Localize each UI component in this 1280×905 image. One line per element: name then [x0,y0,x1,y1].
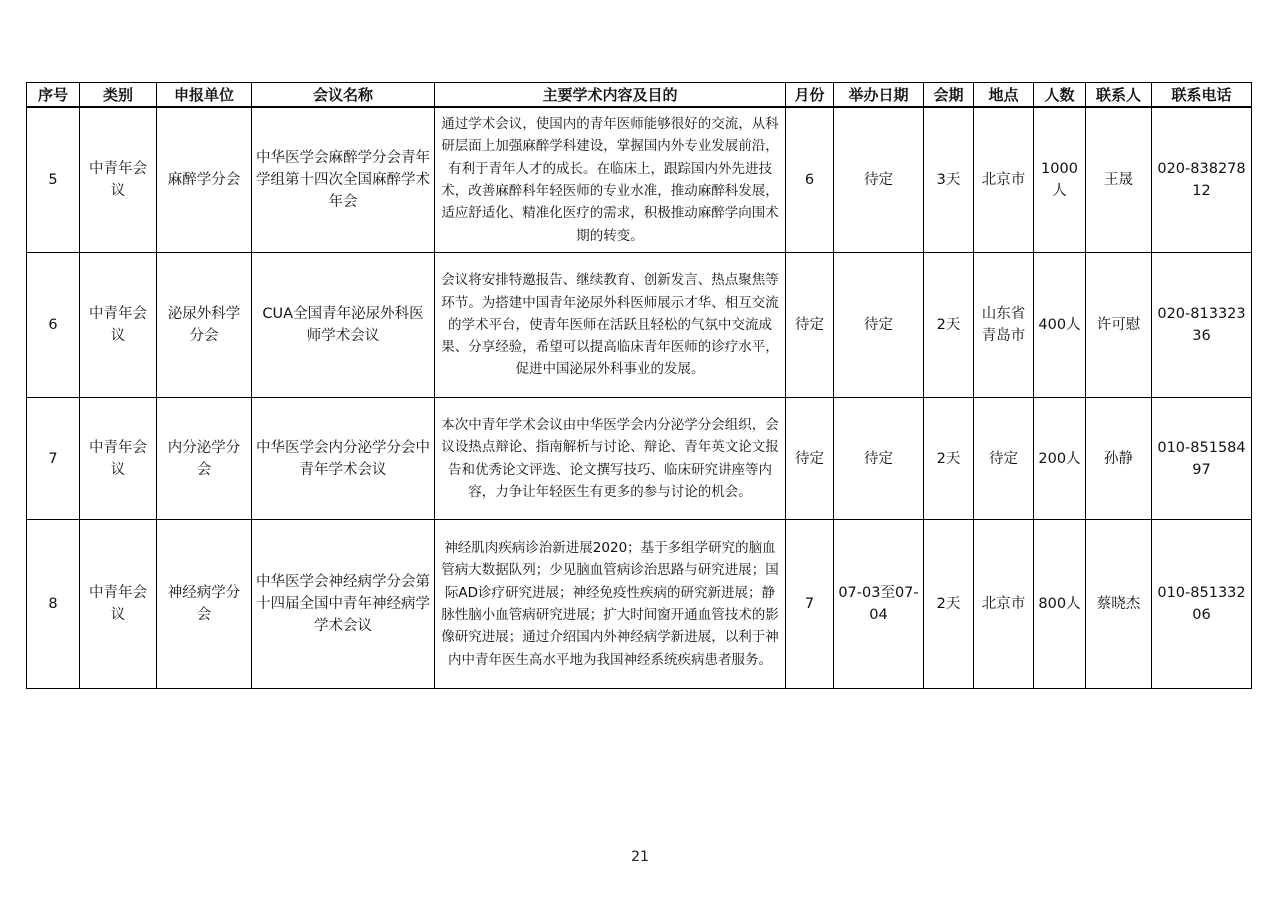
cell-meeting-name: 中华医学会麻醉学分会青年学组第十四次全国麻醉学术年会 [252,107,435,253]
cell-category: 中青年会议 [80,253,157,398]
cell-unit: 麻醉学分会 [157,107,252,253]
cell-no: 8 [27,520,80,689]
table-row [27,107,1252,253]
header-location: 地点 [974,83,1034,108]
cell-phone: 020-83827812 [1152,107,1252,253]
header-row [27,83,1252,108]
conference-table [26,82,1252,689]
cell-meeting-name: CUA全国青年泌尿外科医师学术会议 [252,253,435,398]
cell-category: 中青年会议 [80,107,157,253]
cell-attendees: 400人 [1034,253,1086,398]
cell-attendees: 800人 [1034,520,1086,689]
header-phone: 联系电话 [1152,83,1252,108]
cell-location: 待定 [974,398,1034,520]
header-meeting-name: 会议名称 [252,83,435,108]
cell-contact: 蔡晓杰 [1086,520,1152,689]
cell-no: 5 [27,107,80,253]
header-contact: 联系人 [1086,83,1152,108]
table-row [27,398,1252,520]
header-attendees: 人数 [1034,83,1086,108]
cell-phone: 020-81332336 [1152,253,1252,398]
cell-category: 中青年会议 [80,520,157,689]
cell-month: 7 [786,520,834,689]
cell-category: 中青年会议 [80,398,157,520]
cell-contact: 许可慰 [1086,253,1152,398]
cell-month: 待定 [786,253,834,398]
cell-location: 山东省青岛市 [974,253,1034,398]
header-duration: 会期 [924,83,974,108]
cell-content: 神经肌肉疾病诊治新进展2020；基于多组学研究的脑血管病大数据队列；少见脑血管病诊治思路与研究进展；国际AD诊疗研究进展；神经免疫性疾病的研究新进展；静脉性脑小血管病研究进展；扩大时间窗开通血管技术的影像研究进展；通过介绍国内外神经病学新进展，以利于神内中青年医生高水平地为我国神经系统疾病患者服务。 [435,520,786,689]
cell-content: 本次中青年学术会议由中华医学会内分泌学分会组织，会议设热点辩论、指南解析与讨论、辩论、青年英文论文报告和优秀论文评选、论文撰写技巧、临床研究讲座等内容，力争让年轻医生有更多的参与讨论的机会。 [435,398,786,520]
cell-attendees: 200人 [1034,398,1086,520]
page-number: 21 [631,849,649,865]
cell-attendees: 1000人 [1034,107,1086,253]
table-row [27,253,1252,398]
cell-unit: 神经病学分会 [157,520,252,689]
cell-month: 6 [786,107,834,253]
cell-duration: 3天 [924,107,974,253]
header-no: 序号 [27,83,80,108]
cell-meeting-name: 中华医学会内分泌学分会中青年学术会议 [252,398,435,520]
cell-no: 7 [27,398,80,520]
header-date: 举办日期 [834,83,924,108]
cell-contact: 王晟 [1086,107,1152,253]
cell-duration: 2天 [924,253,974,398]
cell-content: 通过学术会议，使国内的青年医师能够很好的交流，从科研层面上加强麻醉学科建设，掌握国内外专业发展前沿，有利于青年人才的成长。在临床上，跟踪国内外先进技术，改善麻醉科年轻医师的专业水准，推动麻醉科发展，适应舒适化、精准化医疗的需求，积极推动麻醉学向围术期的转变。 [435,107,786,253]
cell-unit: 泌尿外科学分会 [157,253,252,398]
header-content: 主要学术内容及目的 [435,83,786,108]
cell-phone: 010-85158497 [1152,398,1252,520]
cell-location: 北京市 [974,107,1034,253]
cell-date: 待定 [834,398,924,520]
cell-month: 待定 [786,398,834,520]
cell-duration: 2天 [924,398,974,520]
cell-date: 07-03至07-04 [834,520,924,689]
cell-phone: 010-85133206 [1152,520,1252,689]
cell-unit: 内分泌学分会 [157,398,252,520]
header-month: 月份 [786,83,834,108]
cell-meeting-name: 中华医学会神经病学分会第十四届全国中青年神经病学学术会议 [252,520,435,689]
cell-no: 6 [27,253,80,398]
header-category: 类别 [80,83,157,108]
cell-content: 会议将安排特邀报告、继续教育、创新发言、热点聚焦等环节。为搭建中国青年泌尿外科医师展示才华、相互交流的学术平台，使青年医师在活跃且轻松的气氛中交流成果、分享经验，希望可以提高临床青年医师的诊疗水平，促进中国泌尿外科事业的发展。 [435,253,786,398]
cell-date: 待定 [834,107,924,253]
cell-contact: 孙静 [1086,398,1152,520]
cell-duration: 2天 [924,520,974,689]
cell-location: 北京市 [974,520,1034,689]
table-row [27,520,1252,689]
cell-date: 待定 [834,253,924,398]
header-unit: 申报单位 [157,83,252,108]
